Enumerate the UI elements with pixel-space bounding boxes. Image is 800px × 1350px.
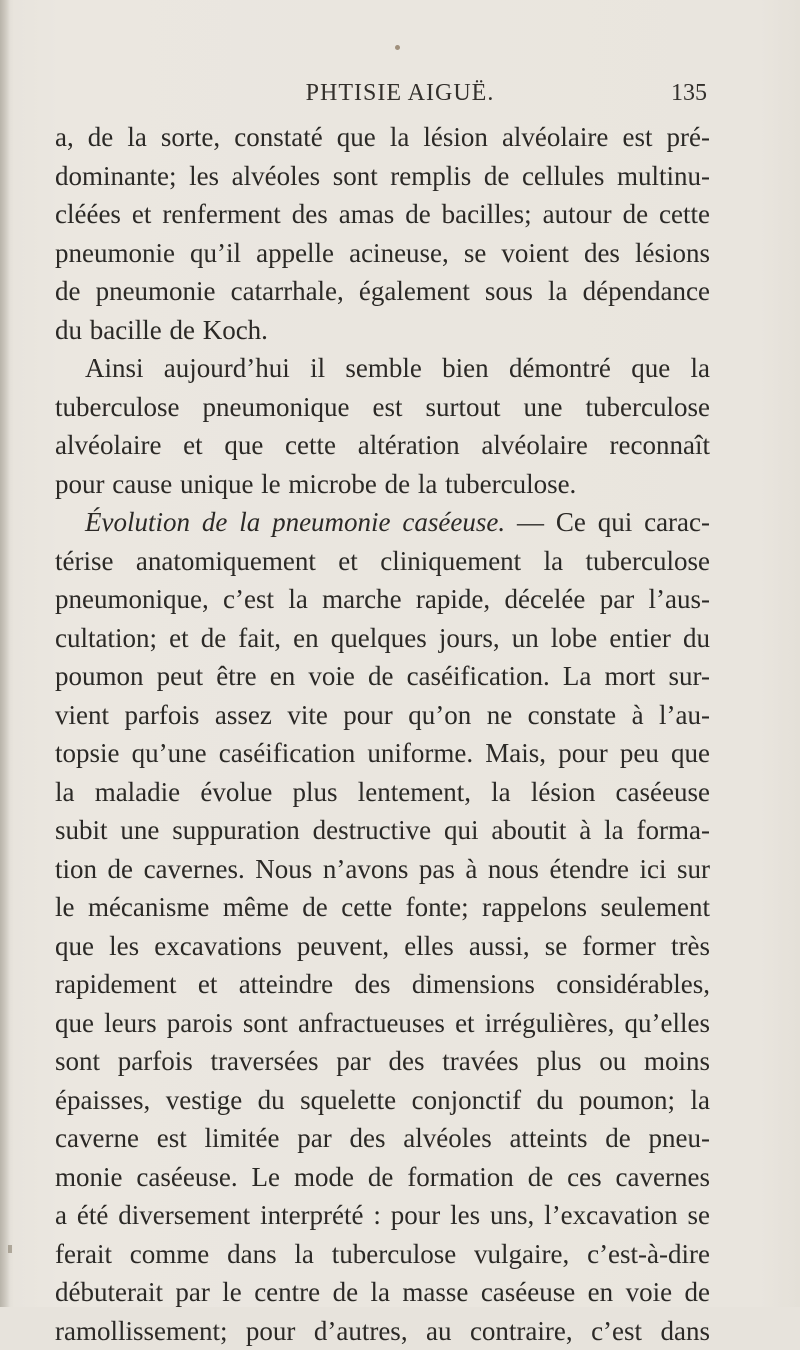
text-line: vient parfois assez vite pour qu’on ne constate à l’au- [55, 696, 710, 735]
text-line: sont parfois traversées par des travées plus ou moins [55, 1042, 710, 1081]
text-line: pour cause unique le microbe de la tuberculose. [55, 465, 710, 504]
text-line: la maladie évolue plus lentement, la lésion caséeuse [55, 773, 710, 812]
text-line: ferait comme dans la tuberculose vulgaire, c’est-à-dire [55, 1235, 710, 1274]
text-line: du bacille de Koch. [55, 311, 710, 350]
text-line: monie caséeuse. Le mode de formation de ces cavernes [55, 1158, 710, 1197]
text-line: que leurs parois sont anfractueuses et irrégulières, qu’elles [55, 1004, 710, 1043]
text-line: cléées et renferment des amas de bacilles; autour de cette [55, 195, 710, 234]
text-line: de pneumonie catarrhale, également sous la dépendance [55, 272, 710, 311]
section-line-text: — Ce qui carac- [517, 507, 710, 537]
paper-speck [8, 1245, 12, 1253]
text-line: alvéolaire et que cette altération alvéolaire reconnaît [55, 426, 710, 465]
page-number: 135 [635, 80, 707, 107]
ink-spot [395, 45, 400, 50]
running-title: PHTISIE AIGUË. [240, 80, 560, 107]
text-line: a été diversement interprété : pour les uns, l’excavation se [55, 1196, 710, 1235]
text-line: le mécanisme même de cette fonte; rappelons seulement [55, 888, 710, 927]
page-gutter-shadow [0, 0, 10, 1307]
text-line: cultation; et de fait, en quelques jours, un lobe entier du [55, 619, 710, 658]
text-line: ramollissement; pour d’autres, au contraire, c’est dans [55, 1312, 710, 1350]
section-line [55, 503, 710, 542]
text-line: topsie qu’une caséification uniforme. Mais, pour peu que [55, 734, 710, 773]
text-line: a, de la sorte, constaté que la lésion alvéolaire est pré- [55, 118, 710, 157]
text-line: pneumonique, c’est la marche rapide, décelée par l’aus- [55, 580, 710, 619]
text-line: poumon peut être en voie de caséification. La mort sur- [55, 657, 710, 696]
text-line: pneumonie qu’il appelle acineuse, se voient des lésions [55, 234, 710, 273]
text-line: subit une suppuration destructive qui aboutit à la forma- [55, 811, 710, 850]
text-line: épaisses, vestige du squelette conjonctif du poumon; la [55, 1081, 710, 1120]
text-line: tion de cavernes. Nous n’avons pas à nous étendre ici sur [55, 850, 710, 889]
text-line: térise anatomiquement et cliniquement la tuberculose [55, 542, 710, 581]
text-line: tuberculose pneumonique est surtout une tuberculose [55, 388, 710, 427]
text-line: Ainsi aujourd’hui il semble bien démontré que la [55, 349, 710, 388]
text-line: caverne est limitée par des alvéoles atteints de pneu- [55, 1119, 710, 1158]
body-text [55, 118, 710, 1350]
text-line: dominante; les alvéoles sont remplis de cellules multinu- [55, 157, 710, 196]
text-line: rapidement et atteindre des dimensions considérables, [55, 965, 710, 1004]
text-line: que les excavations peuvent, elles aussi, se former très [55, 927, 710, 966]
text-line: débuterait par le centre de la masse caséeuse en voie de [55, 1273, 710, 1312]
section-heading: Évolution de la pneumonie caséeuse. [85, 507, 505, 537]
page-header [0, 80, 800, 116]
